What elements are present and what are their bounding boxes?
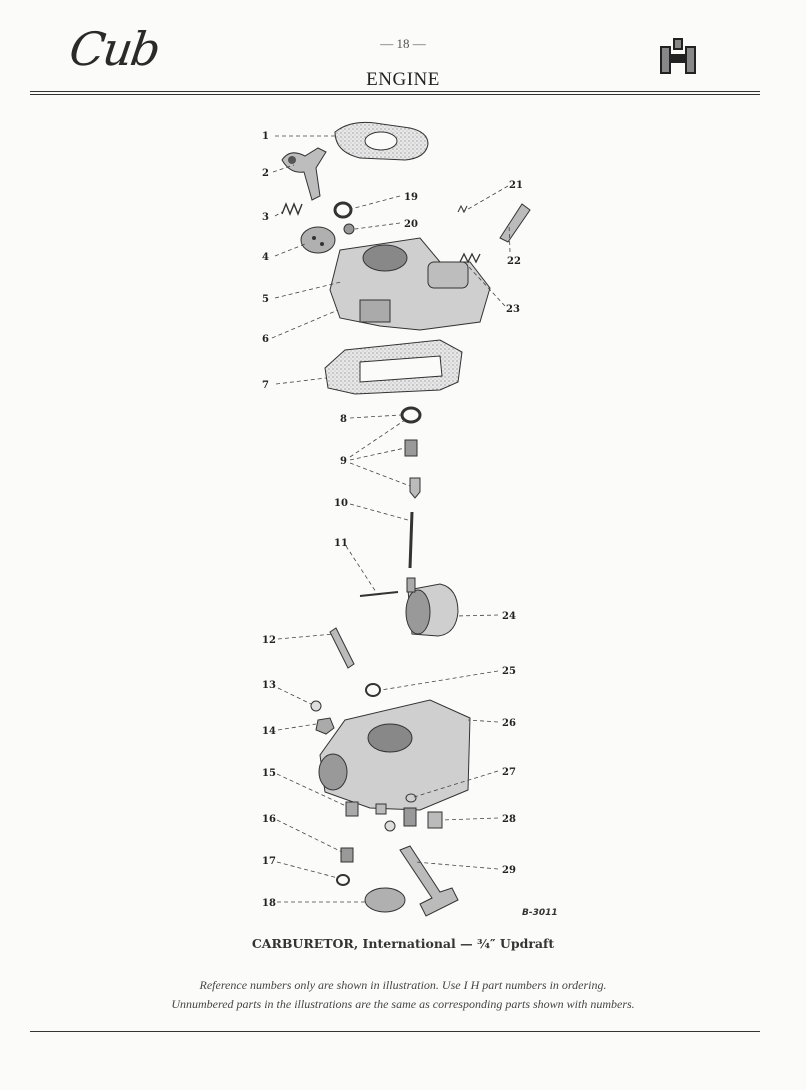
part-3-spring <box>282 204 302 214</box>
callout-29: 29 <box>502 865 516 876</box>
callout-25: 25 <box>502 666 516 677</box>
callout-14: 14 <box>262 726 276 737</box>
callout-21: 21 <box>509 180 523 191</box>
part-14-nut <box>316 718 334 734</box>
callout-23: 23 <box>506 304 520 315</box>
callout-11: 11 <box>334 538 348 549</box>
callout-13: 13 <box>262 680 276 691</box>
callout-15: 15 <box>262 768 276 779</box>
callout-10: 10 <box>334 498 348 509</box>
figure-caption: CARBURETOR, International — ¾″ Updraft <box>251 936 555 951</box>
part-1-gasket <box>335 122 428 160</box>
callout-24: 24 <box>502 611 516 622</box>
callout-5: 5 <box>262 294 269 305</box>
callout-4: 4 <box>262 252 269 263</box>
part-25-ring <box>366 684 380 696</box>
callout-3: 3 <box>262 212 269 223</box>
part-6-throttle-body <box>330 238 490 330</box>
part-16-plug <box>341 848 353 862</box>
callout-7: 7 <box>262 380 269 391</box>
part-13-washer <box>311 701 321 711</box>
part-9-needle-seat <box>405 440 420 498</box>
footer-rule <box>30 1031 760 1032</box>
reference-note: Reference numbers only are shown in illustration. Use I H part numbers in ordering. <box>199 978 607 992</box>
callout-19: 19 <box>404 192 418 203</box>
section-title: ENGINE <box>366 69 440 90</box>
callout-1: 1 <box>262 131 269 142</box>
callout-8: 8 <box>340 414 347 425</box>
part-21-clip <box>458 206 467 212</box>
callout-12: 12 <box>262 635 276 646</box>
part-11-shaft <box>360 592 398 596</box>
figure-code: B-3011 <box>522 908 558 918</box>
callout-26: 26 <box>502 718 516 729</box>
part-24-float <box>406 578 458 636</box>
callout-16: 16 <box>262 814 276 825</box>
part-10-pin <box>410 512 412 568</box>
part-18-choke-plate <box>365 888 405 912</box>
callout-22: 22 <box>507 256 521 267</box>
cub-logo: Cub <box>66 22 163 76</box>
part-26-float-bowl <box>319 700 470 810</box>
callout-28: 28 <box>502 814 516 825</box>
part-19-20-rings <box>335 203 354 234</box>
page-number: — 18 — <box>380 36 426 51</box>
unnumbered-parts-note: Unnumbered parts in the illustrations are the same as corresponding parts shown with numbers. <box>171 997 635 1011</box>
callout-18: 18 <box>262 898 276 909</box>
part-2-throttle-lever <box>282 148 326 200</box>
part-12-adjusting-needle <box>330 628 354 668</box>
callout-6: 6 <box>262 334 269 345</box>
part-4-throttle-plate <box>301 227 335 253</box>
callout-2: 2 <box>262 168 269 179</box>
part-17-washer <box>337 875 349 885</box>
part-23-spring <box>460 254 480 262</box>
part-7-gasket <box>325 340 462 394</box>
part-22-screw <box>500 204 530 242</box>
callout-9: 9 <box>340 456 347 467</box>
callout-27: 27 <box>502 767 516 778</box>
callout-17: 17 <box>262 856 276 867</box>
part-29-choke-shaft <box>400 846 458 916</box>
callout-20: 20 <box>404 219 418 230</box>
